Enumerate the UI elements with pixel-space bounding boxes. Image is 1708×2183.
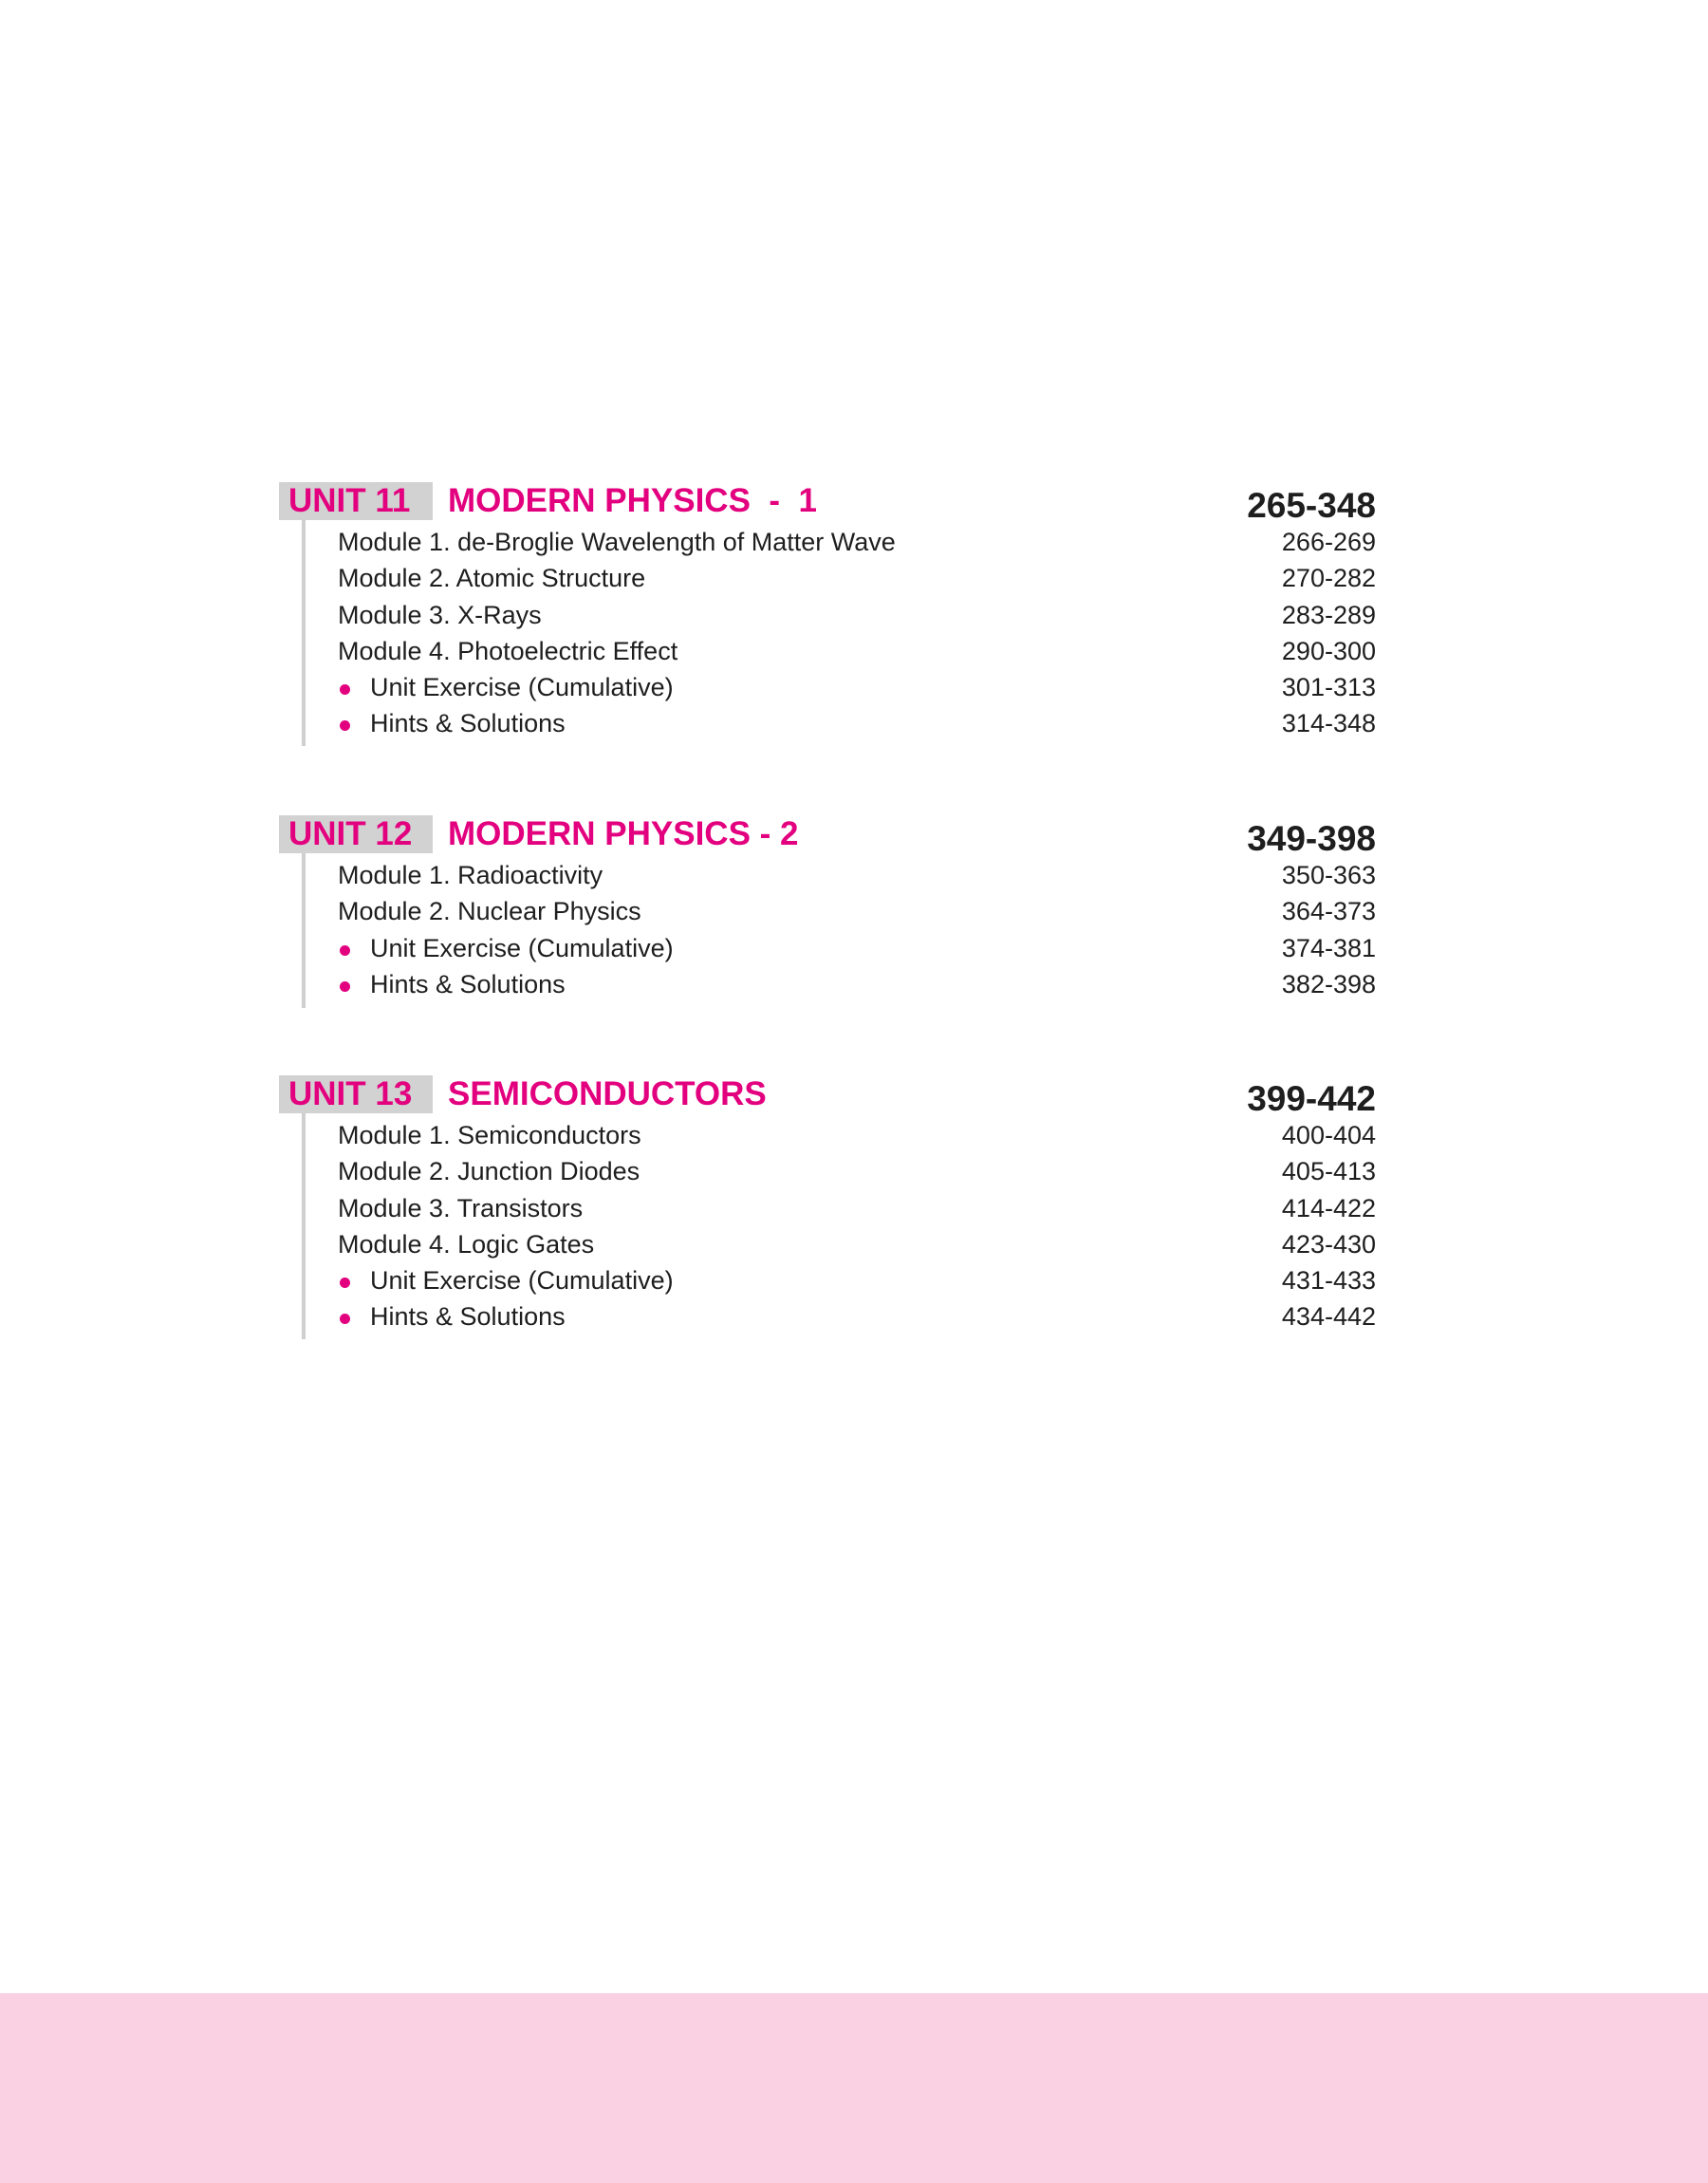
unit-title: SEMICONDUCTORS — [448, 1075, 767, 1112]
unit-page-range: 349-398 — [1247, 819, 1376, 858]
unit-page-range: 265-348 — [1247, 486, 1376, 525]
unit-contents-list — [279, 857, 1376, 1002]
toc-row-title: Hints & Solutions — [370, 709, 566, 738]
toc-row-pages: 270-282 — [1281, 564, 1376, 593]
toc-row-pages: 374-381 — [1281, 933, 1376, 962]
toc-row-pages: 431-433 — [1281, 1266, 1376, 1296]
toc-row[interactable] — [279, 857, 1376, 893]
toc-row-pages: 423-430 — [1281, 1229, 1376, 1259]
toc-row-title: Module 4. Logic Gates — [338, 1229, 595, 1259]
unit-page-range: 399-442 — [1247, 1079, 1376, 1118]
toc-row-pages: 301-313 — [1281, 673, 1376, 702]
toc-row[interactable] — [279, 669, 1376, 705]
unit-header — [279, 815, 1376, 857]
bullet-dot-icon — [340, 981, 350, 992]
footer-band — [0, 1993, 1708, 2183]
bullet-dot-icon — [340, 720, 350, 731]
toc-row-title: Module 1. Radioactivity — [338, 861, 603, 889]
unit-label: UNIT 13 — [279, 1075, 433, 1113]
bullet-dot-icon — [340, 945, 350, 956]
toc-row-pages: 434-442 — [1281, 1302, 1376, 1332]
toc-row-title: Unit Exercise (Cumulative) — [370, 933, 674, 962]
unit-label: UNIT 11 — [279, 482, 433, 520]
toc-row-pages: 414-422 — [1281, 1193, 1376, 1222]
toc-row-title: Module 1. Semiconductors — [338, 1121, 641, 1149]
unit-header — [279, 1075, 1376, 1117]
toc-row-pages: 290-300 — [1281, 636, 1376, 665]
toc-row[interactable] — [279, 966, 1376, 1002]
unit-contents-list — [279, 1117, 1376, 1335]
toc-row-title: Hints & Solutions — [370, 969, 566, 998]
unit-section-12 — [279, 815, 1376, 1002]
toc-row[interactable] — [279, 1226, 1376, 1262]
toc-row-pages: 266-269 — [1281, 528, 1376, 556]
toc-row-pages: 364-373 — [1281, 897, 1376, 926]
bullet-dot-icon — [340, 684, 350, 695]
toc-row-title: Module 3. Transistors — [338, 1193, 584, 1222]
toc-row[interactable] — [279, 524, 1376, 560]
toc-row[interactable] — [279, 930, 1376, 966]
toc-row[interactable] — [279, 597, 1376, 633]
toc-row-pages: 283-289 — [1281, 600, 1376, 629]
toc-row[interactable] — [279, 893, 1376, 929]
unit-section-13 — [279, 1075, 1376, 1335]
bullet-dot-icon — [340, 1314, 350, 1324]
unit-title: MODERN PHYSICS - 1 — [448, 482, 817, 519]
toc-row-title: Module 3. X-Rays — [338, 600, 542, 629]
toc-row-title: Unit Exercise (Cumulative) — [370, 673, 674, 702]
toc-row-title: Module 2. Nuclear Physics — [338, 897, 641, 926]
unit-section-11 — [279, 482, 1376, 742]
toc-row[interactable] — [279, 1153, 1376, 1189]
toc-row-pages: 314-348 — [1281, 709, 1376, 738]
toc-row[interactable] — [279, 1117, 1376, 1153]
toc-row-pages: 382-398 — [1281, 969, 1376, 998]
toc-row[interactable] — [279, 1298, 1376, 1334]
toc-row[interactable] — [279, 633, 1376, 669]
toc-row-pages: 405-413 — [1281, 1157, 1376, 1186]
toc-row-title: Unit Exercise (Cumulative) — [370, 1266, 674, 1296]
unit-header — [279, 482, 1376, 524]
unit-contents-list — [279, 524, 1376, 742]
toc-row[interactable] — [279, 705, 1376, 741]
toc-row[interactable] — [279, 560, 1376, 596]
toc-row-title: Hints & Solutions — [370, 1302, 566, 1332]
toc-row-title: Module 2. Junction Diodes — [338, 1157, 640, 1186]
toc-row-pages: 350-363 — [1281, 861, 1376, 889]
unit-title: MODERN PHYSICS - 2 — [448, 815, 799, 852]
unit-label: UNIT 12 — [279, 815, 433, 853]
toc-row[interactable] — [279, 1262, 1376, 1298]
bullet-dot-icon — [340, 1278, 350, 1288]
toc-row[interactable] — [279, 1190, 1376, 1226]
toc-row-pages: 400-404 — [1281, 1121, 1376, 1149]
toc-row-title: Module 1. de-Broglie Wavelength of Matter Wave — [338, 528, 896, 556]
toc-row-title: Module 4. Photoelectric Effect — [338, 636, 678, 665]
toc-row-title: Module 2. Atomic Structure — [338, 564, 646, 593]
